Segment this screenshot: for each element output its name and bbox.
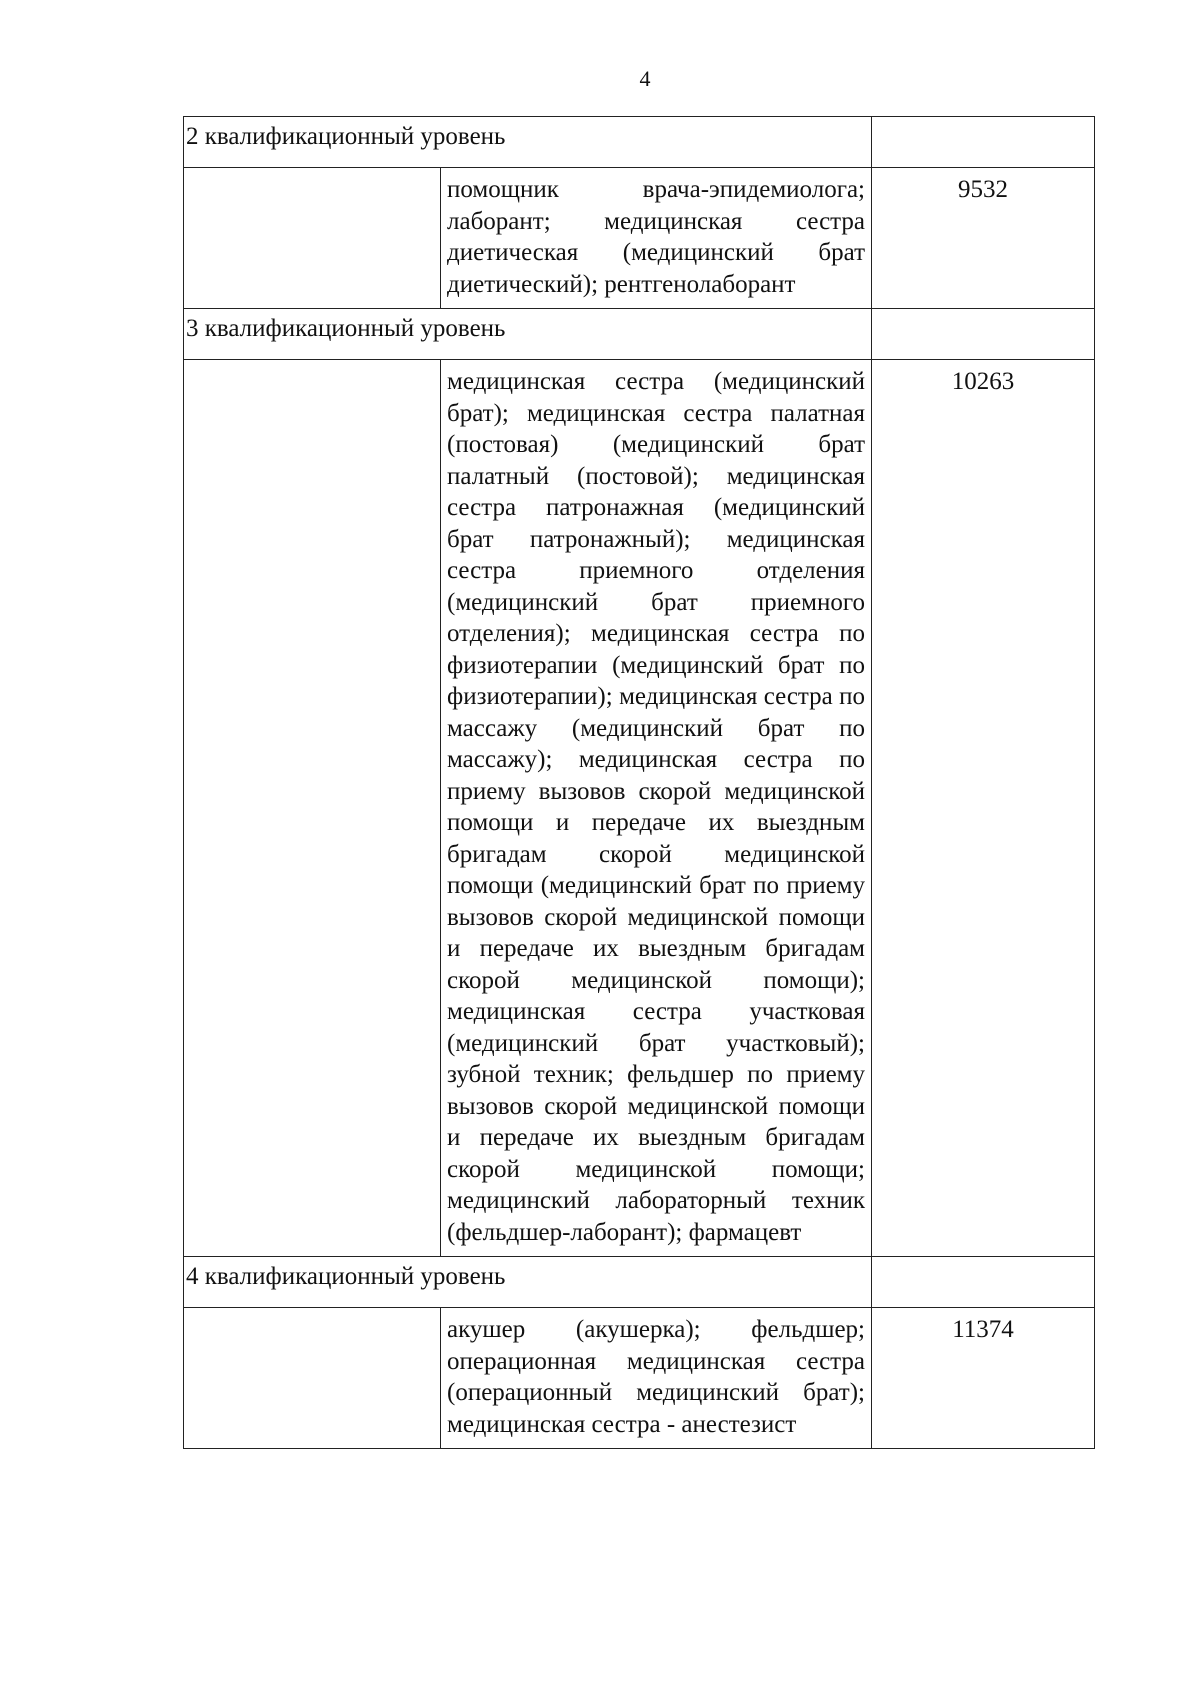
level-row-4 [184, 1257, 1094, 1308]
level-title: 4 квалификационный уровень [184, 1257, 872, 1307]
positions-cell: помощник врача-эпидемиолога; лаборант; медицинская сестра диетическая (медицинский брат диетический); рентгенолаборант [441, 168, 872, 308]
empty-cell [872, 1257, 1094, 1307]
positions-cell: акушер (акушерка); фельдшер; операционная медицинская сестра (операционный медицинский брат); медицинская сестра - анестезист [441, 1308, 872, 1448]
empty-cell [872, 309, 1094, 359]
table-row [184, 360, 1094, 1257]
positions-cell: медицинская сестра (медицинский брат); медицинская сестра палатная (постовая) (медицинский брат палатный (постовой); медицинская сестра патронажная (медицинский брат патронажный); медицинская сестра приемного отделения (медицинский брат приемного отделения); медицинская сестра по физиотерапии (медицинский брат по физиотерапии); медицинская сестра по массажу (медицинский брат по массажу); медицинская сестра по приему вызовов скорой медицинской помощи и передаче их выездным бригадам скорой медицинской помощи (медицинский брат по приему вызовов скорой медицинской помощи и передаче их выездным бригадам скорой медицинской помощи); медицинская сестра участковая (медицинский брат участковый); зубной техник; фельдшер по приему вызовов скорой медицинской помощи и передаче их выездным бригадам скорой медицинской помощи; медицинский лабораторный техник (фельдшер-лаборант); фармацевт [441, 360, 872, 1256]
level-title: 3 квалификационный уровень [184, 309, 872, 359]
table-row [184, 1308, 1094, 1449]
empty-cell [184, 168, 441, 308]
level-row-2 [184, 117, 1094, 168]
level-row-3 [184, 309, 1094, 360]
empty-cell [184, 360, 441, 1256]
empty-cell [184, 1308, 441, 1448]
page-number: 4 [639, 66, 651, 91]
table-row [184, 168, 1094, 309]
salary-cell: 9532 [958, 176, 1008, 203]
salary-cell: 10263 [951, 368, 1015, 395]
empty-cell [872, 117, 1094, 167]
salary-table [183, 116, 1095, 1449]
level-title: 2 квалификационный уровень [184, 117, 872, 167]
salary-cell: 11374 [952, 1316, 1014, 1343]
